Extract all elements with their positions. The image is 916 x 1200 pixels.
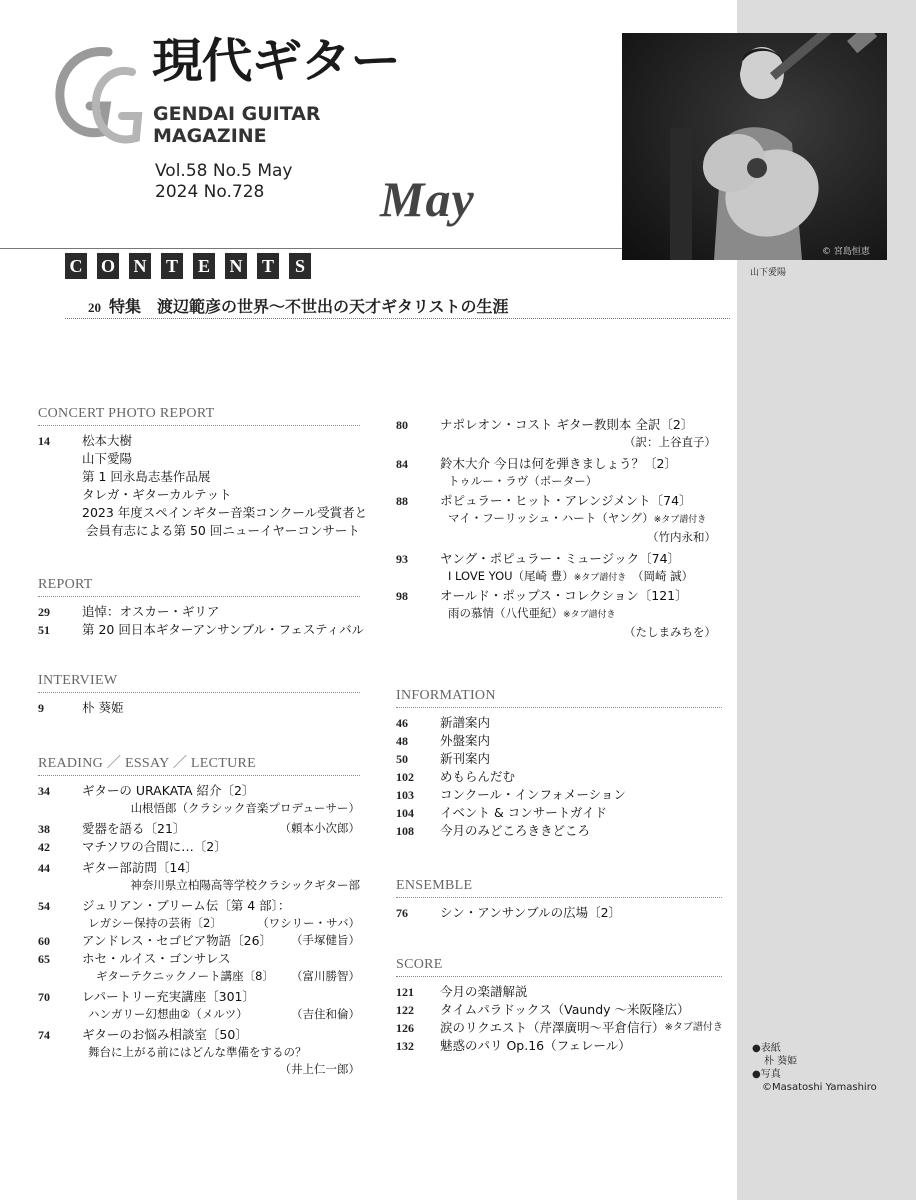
report-section [38,577,365,639]
toc-entry[interactable]: 80 ナポレオン・コスト ギター教則本 全訳〔2〕 （訳：上谷直子） [396,417,716,449]
interview-section [38,673,360,717]
section-heading: ENSEMBLE [396,878,722,898]
toc-entry[interactable]: 9 朴 葵姫 [38,700,124,715]
toc-entry[interactable]: 108 今月のみどころききどころ [396,823,591,838]
section-heading: SCORE [396,957,722,977]
toc-entry[interactable]: 93 ヤング・ポピュラー・ミュージック〔74〕 I LOVE YOU（尾崎 豊）※タブ譜付き （岡崎 誠） [396,551,694,583]
toc-entry[interactable]: 54 ジュリアン・ブリーム伝〔第 4 部〕： レガシー保持の芸術〔2〕 （ワシリー・サバ） [38,898,360,930]
ensemble-section [396,878,722,922]
toc-entry[interactable]: 65 ホセ・ルイス・ゴンサレス ギターテクニックノート講座〔8〕 （富川勝智） [38,951,360,983]
serial-section [396,416,716,641]
toc-entry[interactable]: 44 ギター部訪問〔14〕 神奈川県立柏陽高等学校クラシックギター部 [38,860,360,892]
feature-divider [65,318,730,319]
toc-entry[interactable]: 102 めもらんだむ [396,769,516,784]
concert-photo-report-section [38,406,368,540]
toc-entry[interactable]: 38 愛器を語る〔21〕 （頼本小次郎） [38,821,360,836]
toc-entry[interactable]: 42 マチソワの合間に…〔2〕 [38,839,227,854]
toc-entry[interactable]: 132 魅惑のパリ Op.16（フェレール） [396,1038,631,1053]
toc-entry[interactable]: 50 新刊案内 [396,751,491,766]
toc-entry[interactable]: 46 新譜案内 [396,715,491,730]
toc-entry[interactable]: 74 ギターのお悩み相談室〔50〕 舞台に上がる前にはどんな準備をするの？ （井上仁一郎） [38,1027,360,1076]
toc-entry[interactable]: 103 コンクール・インフォメーション [396,787,626,802]
magazine-title-jp: 現代ギター [152,34,400,89]
photo-credit: © 宮島恒恵 [822,247,870,257]
section-heading: READING ／ ESSAY ／ LECTURE [38,752,360,776]
toc-entry[interactable]: 126 涙のリクエスト（芹澤廣明〜平倉信行） ※タブ譜付き [396,1020,723,1035]
toc-entry[interactable]: 29 追悼：オスカー・ギリア [38,604,220,619]
photo-caption: 山下愛陽 [750,268,787,278]
toc-entry[interactable]: 88 ポピュラー・ヒット・アレンジメント〔74〕 マイ・フーリッシュ・ハート（ヤング）※タブ譜付き （竹内永和） [396,493,716,544]
toc-entry[interactable]: 70 レパートリー充実講座〔301〕 ハンガリー幻想曲②（メルツ） （吉住和倫） [38,989,360,1021]
toc-entry[interactable]: 48 外盤案内 [396,733,491,748]
feature-entry[interactable]: 20 特集 渡辺範彦の世界〜不世出の天才ギタリストの生涯 [88,299,509,316]
toc-entry[interactable]: 121 今月の楽譜解説 [396,984,528,999]
toc-entry[interactable]: 98 オールド・ポップス・コレクション〔121〕 雨の慕情（八代亜紀）※タブ譜付き （たしまみちを） [396,588,716,639]
toc-entry[interactable]: 14 松本大樹 山下愛陽 第 1 回永島志基作品展 タレガ・ギターカルテット 2023 年度スペインギター音楽コンクール受賞者と 会員有志による第 50 回ニューイヤーコンサート [38,433,368,538]
score-section [396,957,722,1055]
reading-essay-lecture-section [38,752,360,1078]
section-heading: INFORMATION [396,688,722,708]
information-section [396,688,722,840]
toc-entry[interactable]: 84 鈴木大介 今日は何を弾きましょう？〔2〕 トゥルー・ラヴ（ポーター） [396,456,677,488]
magazine-title-en: GENDAI GUITAR MAGAZINE [153,103,321,147]
header-divider [0,248,622,249]
section-heading: REPORT [38,577,360,597]
contents-title: C O N T E N T S [65,253,317,279]
toc-entry[interactable]: 122 タイムパラドックス（Vaundy 〜米阪隆広） [396,1002,690,1017]
issue-month: May [380,171,475,227]
issue-info: Vol.58 No.5 May 2024 No.728 [155,161,293,202]
gg-logo-icon [50,40,150,150]
toc-entry[interactable]: 60 アンドレス・セゴビア物語〔26〕 （手塚健旨） [38,933,360,948]
toc-entry[interactable]: 51 第 20 回日本ギターアンサンブル・フェスティバル [38,622,365,637]
toc-entry[interactable]: 76 シン・アンサンブルの広場〔2〕 [396,905,622,920]
toc-entry[interactable]: 34 ギターの URAKATA 紹介〔2〕 山根悟郎（クラシック音楽プロデューサー） [38,783,360,815]
toc-entry[interactable]: 104 イベント & コンサートガイド [396,805,607,820]
section-heading: INTERVIEW [38,673,360,693]
cover-photo [622,33,887,260]
cover-notes: ●表紙 朴 葵姫 ●写真 ©Masatoshi Yamashiro [752,1043,877,1093]
section-heading: CONCERT PHOTO REPORT [38,406,360,426]
